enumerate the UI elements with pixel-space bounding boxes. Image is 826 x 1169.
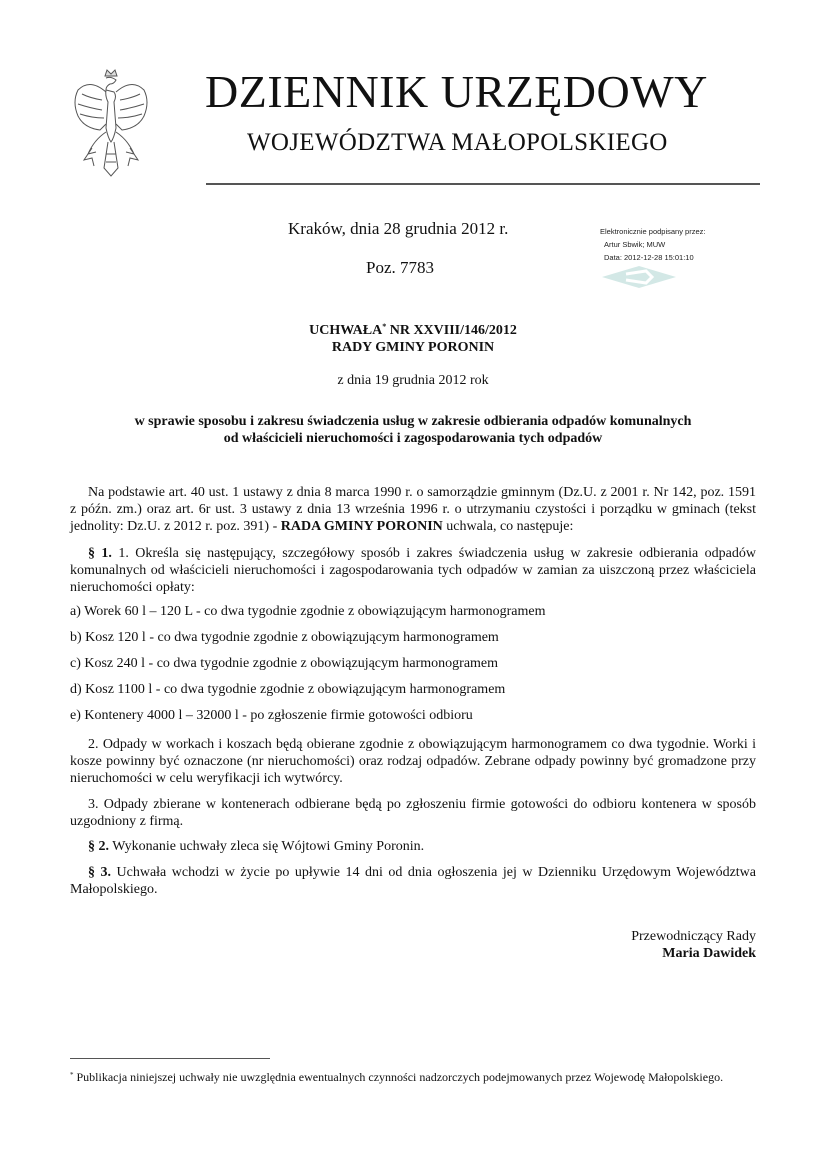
section-3-text: Uchwała wchodzi w życie po upływie 14 dni od dnia ogłoszenia jej w Dzienniku Urzędowym Województwa Małopolskiego. xyxy=(70,865,757,897)
resolution-number: NR XXVIII/146/2012 xyxy=(386,323,517,338)
position-number: Poz. 7783 xyxy=(366,258,434,277)
footnote xyxy=(70,1068,756,1085)
council-name: RADY GMINY PORONIN xyxy=(331,340,495,355)
place-date: Kraków, dnia 28 grudnia 2012 r. xyxy=(288,219,509,238)
header-divider xyxy=(206,183,760,185)
signer-name: Maria Dawidek xyxy=(662,946,756,961)
journal-subtitle: WOJEWÓDZTWA MAŁOPOLSKIEGO xyxy=(247,129,668,156)
section-1-paragraph-2: 2. Odpady w workach i koszach będą obierane zgodnie z obowiązującym harmonogramem co dwa tygodnie. Worki i kosze powinny być oznaczone (nr nieruchomości) oraz rodzaj odpadów. Zebrane odpady powinny być gromadzone przy nieruchomości w celu weryfikacji ich wytwórcy. xyxy=(70,737,756,786)
list-item-c: c) Kosz 240 l - co dwa tygodnie zgodnie z obowiązującym harmonogramem xyxy=(70,656,499,671)
footnote-mark: * xyxy=(70,1071,74,1079)
signature-label: Elektronicznie podpisany przez: xyxy=(600,227,706,236)
section-1-text: 1. Określa się następujący, szczegółowy sposób i zakres świadczenia usług w zakresie odbierania odpadów komunalnych od właścicieli nieruchomości i zagospodarowania tych odpadów w zamian za uiszczoną przez właściciela nieruchomości opłaty: xyxy=(70,546,756,595)
preamble-text: Na podstawie art. 40 ust. 1 ustawy z dnia 8 marca 1990 r. o samorządzie gminnym (Dz.U. z 2001 r. Nr 142, poz. 1591 z późn. zm.) oraz art. 6r ust. 3 ustawy z dnia 13 września 1996 r. o utrzymaniu czystości i porządku w gminach (tekst jednolity: Dz.U. z 2012 r. poz. 391) - xyxy=(70,485,756,534)
list-item-e: e) Kontenery 4000 l – 32000 l - po zgłoszenie firmie gotowości odbioru xyxy=(70,708,473,723)
preamble xyxy=(70,484,756,535)
polish-eagle-emblem-icon xyxy=(70,68,152,180)
list-item-a: a) Worek 60 l – 120 L - co dwa tygodnie zgodnie z obowiązującym harmonogramem xyxy=(70,604,546,619)
section-2 xyxy=(70,838,756,855)
section-3-label: § 3. xyxy=(88,865,112,880)
footnote-ref: * xyxy=(382,322,387,331)
section-3 xyxy=(70,864,756,898)
subject-line-1: w sprawie sposobu i zakresu świadczenia usług w zakresie odbierania odpadów komunalnych xyxy=(134,414,692,429)
footnote-text: Publikacja niniejszej uchwały nie uwzględnia ewentualnych czynności nadzorczych podejmowanych przez Wojewodę Małopolskiego. xyxy=(73,1070,724,1084)
subject-line-2: od właścicieli nieruchomości i zagospodarowania tych odpadów xyxy=(223,430,603,446)
list-item-d: d) Kosz 1100 l - co dwa tygodnie zgodnie z obowiązującym harmonogramem xyxy=(70,682,506,697)
signer-role: Przewodniczący Rady xyxy=(631,929,756,944)
resolution-heading xyxy=(0,318,826,356)
section-2-label: § 2. xyxy=(88,839,109,854)
resolution-title-prefix: UCHWAŁA xyxy=(309,323,383,338)
section-1-paragraph-1 xyxy=(70,545,756,596)
list-item-b: b) Kosz 120 l - co dwa tygodnie zgodnie z obowiązującym harmonogramem xyxy=(70,630,499,645)
journal-title: DZIENNIK URZĘDOWY xyxy=(205,66,708,117)
section-1-label: § 1. xyxy=(88,546,112,561)
resolution-subject xyxy=(0,414,826,447)
signature-signer: Artur Sbwik; MUW xyxy=(604,240,666,249)
footnote-divider xyxy=(70,1058,270,1059)
signature-signer-block xyxy=(560,928,756,962)
e-signature-logo-icon xyxy=(602,266,676,288)
preamble-end: uchwala, co następuje: xyxy=(442,519,574,534)
section-1-paragraph-3: 3. Odpady zbierane w kontenerach odbierane będą po zgłoszeniu firmie gotowości do odbioru kontenera w sposób uzgodniony z firmą. xyxy=(70,797,756,829)
preamble-council: RADA GMINY PORONIN xyxy=(280,519,443,534)
resolution-date: z dnia 19 grudnia 2012 rok xyxy=(337,373,489,388)
signature-date: Data: 2012-12-28 15:01:10 xyxy=(604,253,694,262)
electronic-signature-block xyxy=(600,225,705,264)
section-2-text: Wykonanie uchwały zleca się Wójtowi Gminy Poronin. xyxy=(109,839,425,854)
